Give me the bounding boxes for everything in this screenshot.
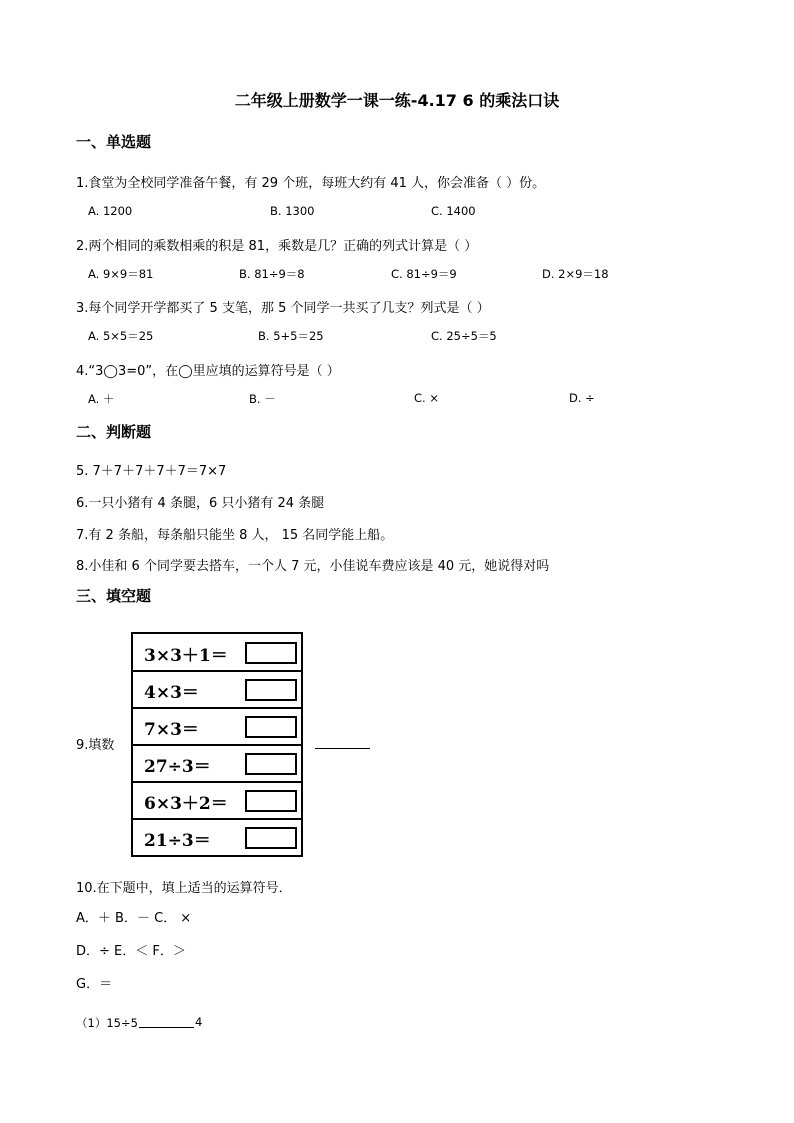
- page-title: 二年级上册数学一课一练-4.17 6 的乘法口诀: [234, 91, 560, 110]
- table-row: [133, 708, 301, 745]
- question-1-option-b: B. 1300: [270, 204, 315, 218]
- question-9-answer-blank: [315, 748, 370, 749]
- judge-question-7: 7.有 2 条船，每条船只能坐 8 人， 15 名同学能上船。: [76, 528, 394, 543]
- table-expression: 21÷3＝: [144, 831, 211, 851]
- question-9-label: 9.填数: [76, 738, 115, 753]
- question-2-option-c: C. 81÷9＝9: [391, 267, 457, 281]
- judge-question-8: 8.小佳和 6 个同学要去搭车，一个人 7 元，小佳说车费应该是 40 元，她说得对吗: [76, 559, 550, 574]
- question-10-options-line-1: A．＋ B．－ C． ×: [76, 911, 192, 926]
- table-row: [133, 634, 301, 671]
- section-heading-true-false: 二、判断题: [76, 423, 152, 441]
- question-2-option-a: A. 9×9＝81: [88, 267, 154, 281]
- question-4-option-b: B. －: [249, 392, 276, 406]
- question-4-option-a: A. ＋: [88, 392, 115, 406]
- table-row: [133, 671, 301, 708]
- question-3-option-a: A. 5×5＝25: [88, 329, 154, 343]
- question-4-stem: 4.“3◯3=0”，在◯里应填的运算符号是（ ）: [76, 364, 340, 379]
- table-row: [133, 745, 301, 782]
- table-expression: 6×3＋2＝: [144, 794, 228, 814]
- table-expression: 4×3＝: [144, 683, 199, 703]
- question-1-option-a: A. 1200: [88, 204, 133, 218]
- question-10-options-line-3: G．＝: [76, 977, 113, 992]
- answer-box: [245, 790, 297, 812]
- judge-question-5: 5. 7＋7＋7＋7＋7＝7×7: [76, 464, 227, 479]
- table-expression: 27÷3＝: [144, 757, 211, 777]
- question-3-stem: 3.每个同学开学都买了 5 支笔，那 5 个同学一共买了几支？列式是（ ）: [76, 301, 490, 316]
- question-10-sub-1-value: 4: [195, 1015, 203, 1029]
- question-10-sub-1-expression: （1）15÷5: [76, 1016, 138, 1030]
- question-2-stem: 2.两个相同的乘数相乘的积是 81，乘数是几？正确的列式计算是（ ）: [76, 239, 478, 254]
- answer-box: [245, 642, 297, 664]
- question-2-option-d: D. 2×9＝18: [542, 267, 609, 281]
- question-2-option-b: B. 81÷9＝8: [239, 267, 305, 281]
- table-row: [133, 819, 301, 856]
- question-9-table-figure: [131, 632, 303, 857]
- answer-box: [245, 753, 297, 775]
- question-3-option-b: B. 5+5＝25: [258, 329, 324, 343]
- question-10-stem: 10.在下题中，填上适当的运算符号．: [76, 881, 292, 896]
- question-1-stem: 1.食堂为全校同学准备午餐，有 29 个班，每班大约有 41 人，你会准备（ ）份。: [76, 176, 546, 191]
- table-expression: 7×3＝: [144, 720, 199, 740]
- table-expression: 3×3＋1＝: [144, 646, 228, 666]
- answer-box: [245, 679, 297, 701]
- judge-question-6: 6.一只小猪有 4 条腿，6 只小猪有 24 条腿: [76, 496, 325, 511]
- answer-box: [245, 827, 297, 849]
- section-heading-single-choice: 一、单选题: [76, 133, 152, 151]
- question-3-option-c: C. 25÷5＝5: [431, 329, 497, 343]
- question-10-options-line-2: D．÷ E．＜ F．＞: [76, 944, 186, 959]
- answer-box: [245, 716, 297, 738]
- question-4-option-d: D. ÷: [569, 391, 595, 405]
- table-row: [133, 782, 301, 819]
- section-heading-fill-blank: 三、填空题: [76, 587, 152, 605]
- question-1-option-c: C. 1400: [431, 204, 476, 218]
- question-10-sub-1-blank: [139, 1027, 194, 1028]
- question-4-option-c: C. ×: [414, 391, 439, 405]
